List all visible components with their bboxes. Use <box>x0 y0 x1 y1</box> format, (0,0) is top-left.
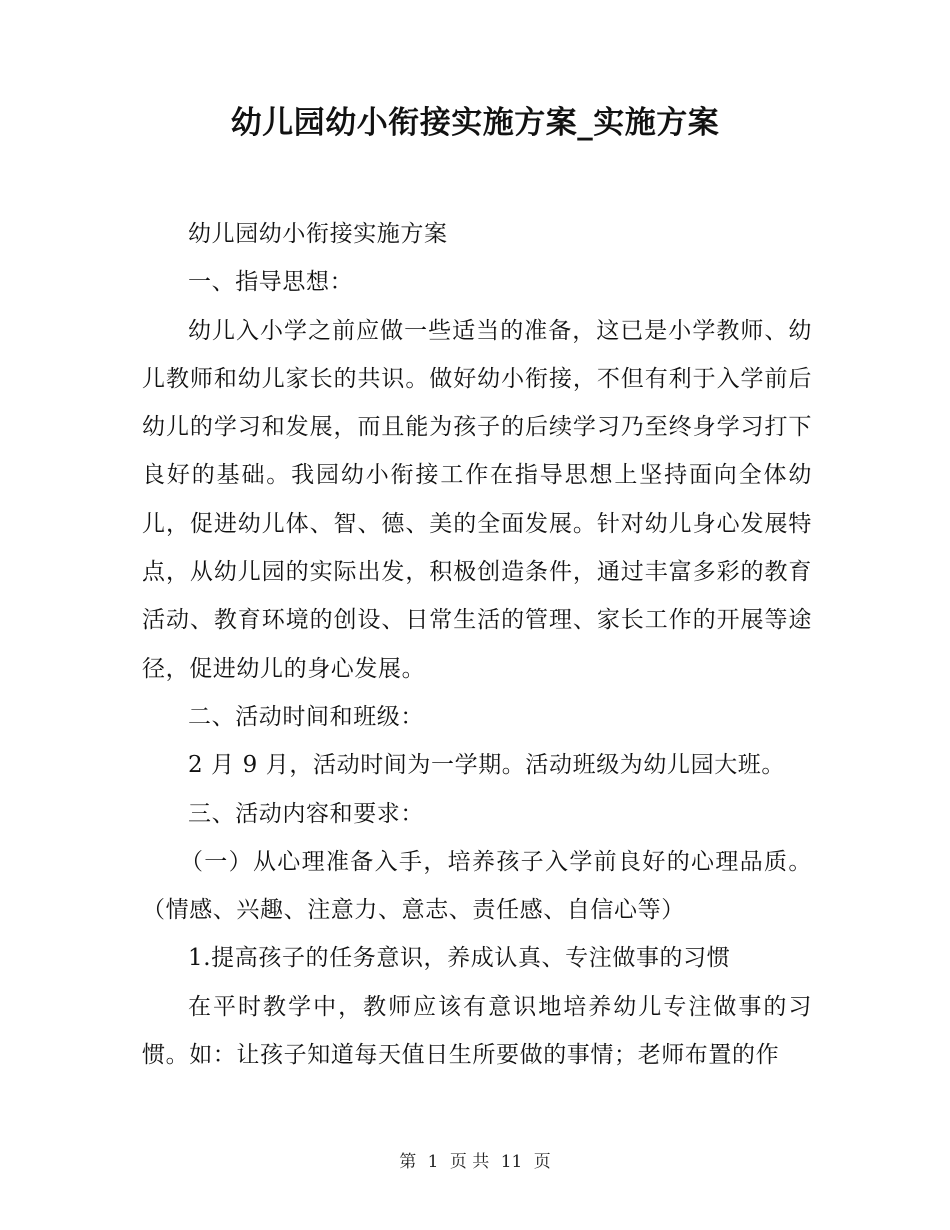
footer-current-page: 1 <box>427 1152 439 1172</box>
footer-total-pages: 11 <box>500 1152 523 1172</box>
subsection-heading-psychological-preparation: （一）从心理准备入手，培养孩子入学前良好的心理品质。（情感、兴趣、注意力、意志、责任感、自信心等） <box>142 848 812 924</box>
document-body <box>142 210 812 1079</box>
document-title: 幼儿园幼小衔接实施方案_实施方案 <box>230 105 720 141</box>
footer-page-middle: 页 共 <box>449 1152 490 1172</box>
footer-page-prefix: 第 <box>399 1152 417 1172</box>
section-heading-time-and-class: 二、活动时间和班级： <box>188 703 424 730</box>
paragraph-heading: 幼儿园幼小衔接实施方案 <box>188 221 448 247</box>
section-heading-content-and-requirements: 三、活动内容和要求： <box>188 800 424 827</box>
paragraph-time-and-class: 2 月 9 月，活动时间为一学期。活动班级为幼儿园大班。 <box>188 752 785 779</box>
paragraph-guiding-ideology: 幼儿入小学之前应做一些适当的准备，这已是小学教师、幼儿教师和幼儿家长的共识。做好幼小衔接，不但有利于入学前后幼儿的学习和发展，而且能为孩子的后续学习乃至终身学习打下良好的基础。我园幼小衔接工作在指导思想上坚持面向全体幼儿，促进幼儿体、智、德、美的全面发展。针对幼儿身心发展特点，从幼儿园的实际出发，积极创造条件，通过丰富多彩的教育活动、教育环境的创设、日常生活的管理、家长工作的开展等途径，促进幼儿的身心发展。 <box>142 317 812 682</box>
section-heading-guiding-ideology: 一、指导思想： <box>188 269 354 296</box>
paragraph-task-awareness: 在平时教学中，教师应该有意识地培养幼儿专注做事的习惯。如：让孩子知道每天值日生所要做的事情；老师布置的作 <box>142 993 812 1069</box>
footer-page-suffix: 页 <box>533 1152 551 1172</box>
page-footer <box>0 1147 950 1177</box>
item-heading-task-awareness: 1.提高孩子的任务意识，养成认真、专注做事的习惯 <box>188 945 731 972</box>
